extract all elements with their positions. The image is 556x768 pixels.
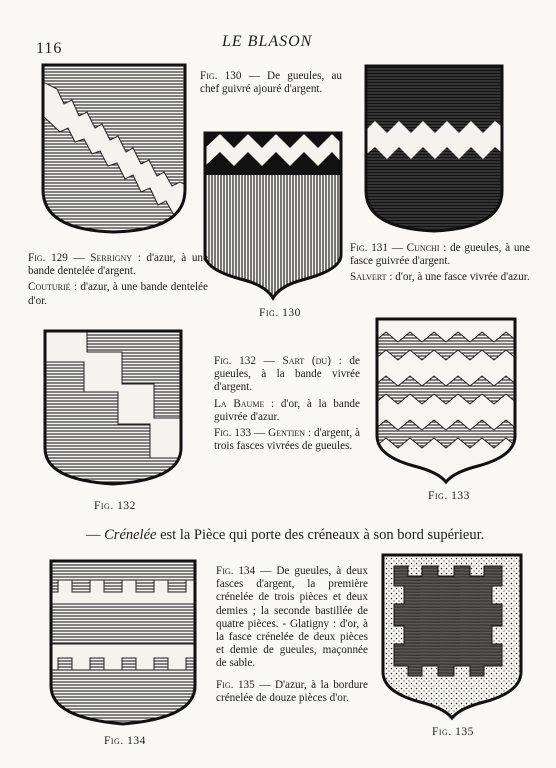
label-fig-132: Fig. 132	[94, 500, 136, 512]
crenelee-intro: —	[86, 527, 105, 543]
caption-fig-131-b-lead: Salvert	[350, 271, 387, 284]
caption-fig-132-a-text: : de gueules, à la bande vivrée d'argent.	[214, 355, 360, 394]
caption-fig-131-b	[350, 271, 530, 284]
caption-fig-132-a-lead: Fig. 132 — Sart (du)	[214, 355, 331, 367]
caption-fig-132-b-lead: La Baume	[214, 397, 265, 410]
label-fig-130: Fig. 130	[259, 307, 301, 319]
caption-fig-133	[214, 427, 360, 453]
shield-fig-135	[380, 552, 524, 720]
caption-fig-133-text: : d'argent, à trois fasces vivrées de gueules.	[214, 427, 360, 453]
caption-fig-131-a-text: : de gueules, à une fasce guivrée d'argent.	[350, 242, 530, 268]
crenelee-rest: est la Pièce qui porte des créneaux à son bord supérieur.	[156, 527, 485, 543]
shield-fig-133	[374, 316, 518, 484]
caption-fig-134-text: — De gueules, à deux fasces d'argent, la première crénelée de trois pièces et deux demies ; la seconde bastillée de quatre pièces. - Glatigny : d'or, à la fasce crénelée de deux pièces et demie de gueules, maçonnée de sable.	[216, 565, 368, 670]
caption-fig-129-a	[28, 252, 208, 278]
caption-fig-129-a-lead: Fig. 129 — Serrigny	[28, 252, 133, 264]
caption-fig-129	[28, 252, 208, 311]
caption-fig-135-text: — D'azur, à la bordure crénelée de douze pièces d'or.	[216, 678, 368, 704]
label-fig-134: Fig. 134	[104, 735, 146, 747]
caption-fig-131-a	[350, 242, 530, 268]
caption-fig-132-133	[214, 355, 360, 456]
page-number: 116	[36, 40, 63, 57]
caption-fig-131-b-text: : d'or, à une fasce vivrée d'azur.	[386, 271, 530, 284]
caption-fig-132-a	[214, 355, 360, 395]
label-fig-133: Fig. 133	[428, 490, 470, 502]
caption-fig-129-a-text: : d'azur, à une bande dentelée d'argent.	[28, 252, 208, 278]
shield-fig-132	[42, 328, 184, 493]
page-title: LE BLASON	[222, 33, 313, 50]
crenelee-definition	[86, 527, 484, 544]
caption-fig-129-b-text: : d'azur, à une bande dentelée d'or.	[28, 281, 208, 307]
caption-fig-135	[216, 679, 368, 705]
shield-fig-131	[363, 63, 505, 238]
caption-fig-134	[216, 565, 368, 671]
caption-fig-129-b	[28, 281, 208, 307]
caption-fig-133-lead: Fig. 133 — Gentien	[214, 427, 306, 440]
caption-fig-129-b-lead: Couturié	[28, 281, 71, 294]
caption-fig-134-lead: Fig. 134	[216, 565, 256, 577]
caption-fig-134-135	[216, 565, 368, 708]
caption-fig-131-a-lead: Fig. 131 — Cunchi	[350, 242, 440, 254]
caption-fig-132-b	[214, 398, 360, 424]
shield-fig-130	[202, 130, 344, 302]
caption-fig-132-b-text: : d'or, à la bande guivrée d'azur.	[214, 397, 360, 423]
label-fig-135: Fig. 135	[432, 726, 474, 738]
caption-fig-135-lead: Fig. 135	[216, 678, 255, 691]
caption-fig-130-lead: Fig. 130	[200, 70, 242, 82]
caption-fig-131	[350, 242, 530, 288]
crenelee-term: Crénelée	[104, 527, 157, 543]
shield-fig-129	[40, 62, 190, 237]
shield-fig-134	[48, 558, 198, 728]
caption-fig-130-text: — De gueules, au chef guivré ajouré d'argent.	[200, 70, 343, 96]
caption-fig-130	[200, 70, 342, 96]
